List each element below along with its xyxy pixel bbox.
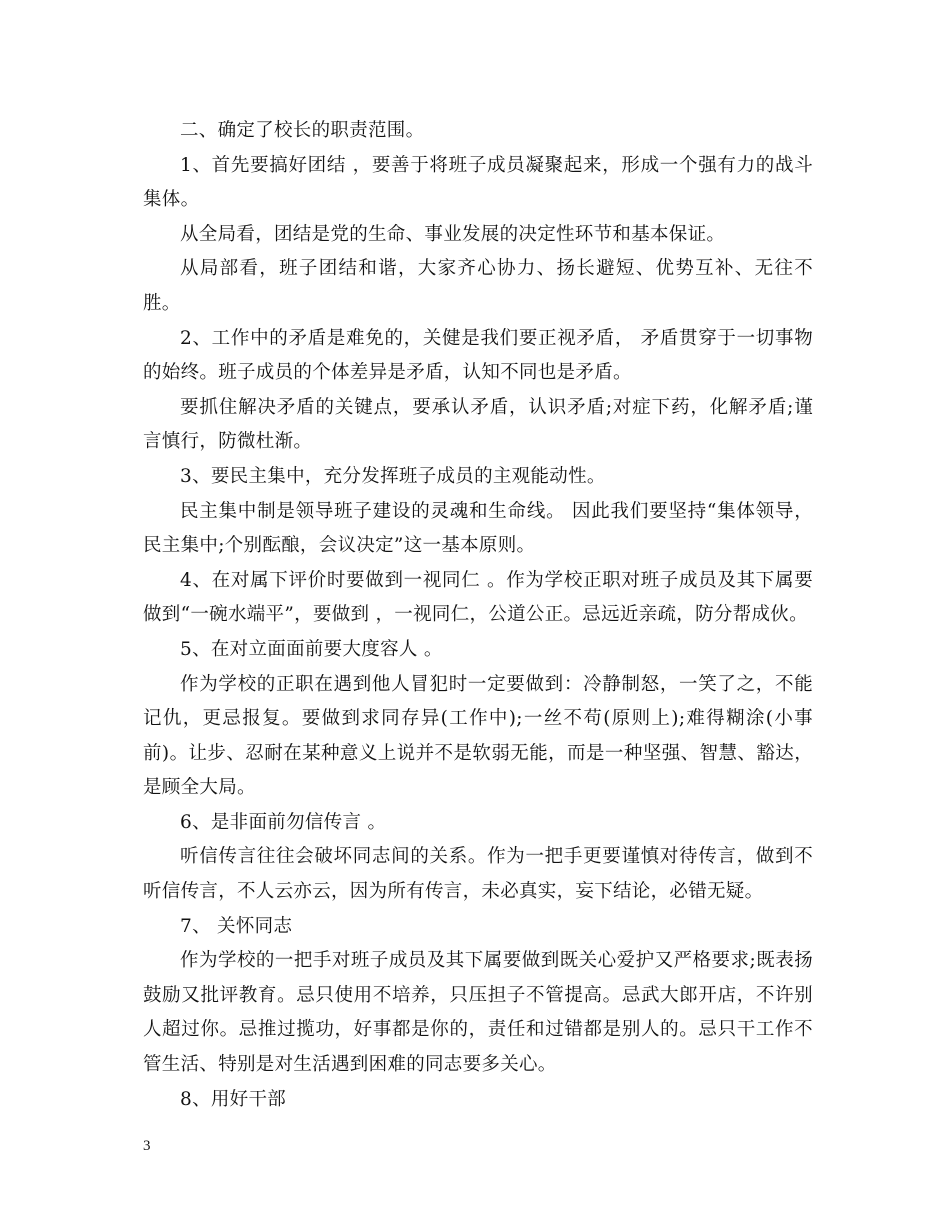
paragraph: 7、 关怀同志 — [180, 915, 293, 937]
page-number: 3 — [143, 1138, 151, 1154]
paragraph: 2、工作中的矛盾是难免的，关健是我们要正视矛盾， 矛盾贯穿于一切事物的始终。班子成员的个体差异是矛盾，认知不同也是矛盾。 — [143, 327, 813, 384]
paragraph: 从全局看，团结是党的生命、事业发展的决定性环节和基本保证。 — [180, 223, 726, 245]
paragraph: 民主集中制是领导班子建设的灵魂和生命线。 因此我们要坚持“集体领导，民主集中;个别酝酿，会议决定”这一基本原则。 — [143, 500, 813, 557]
paragraph: 3、要民主集中，充分发挥班子成员的主观能动性。 — [180, 465, 606, 487]
section-heading: 二、确定了校长的职责范围。 — [180, 120, 425, 141]
paragraph: 作为学校的一把手对班子成员及其下属要做到既关心爱护又严格要求;既表扬鼓励又批评教育。忌只使用不培养，只压担子不管提高。忌武大郎开店，不许别人超过你。忌推过揽功，好事都是你的，责任和过错都是别人的。忌只干工作不管生活、特别是对生活遇到困难的同志要多关心。 — [143, 950, 813, 1076]
paragraph: 1、首先要搞好团结 ，要善于将班子成员凝聚起来，形成一个强有力的战斗集体。 — [143, 154, 813, 211]
paragraph: 作为学校的正职在遇到他人冒犯时一定要做到：冷静制怒，一笑了之，不能记仇，更忌报复。要做到求同存异(工作中);一丝不苟(原则上);难得糊涂(小事前)。让步、忍耐在某种意义上说并不是软弱无能，而是一种坚强、智慧、豁达，是顾全大局。 — [143, 673, 813, 799]
paragraph: 8、用好干部 — [180, 1088, 287, 1110]
paragraph: 从局部看，班子团结和谐，大家齐心协力、扬长避短、优势互补、无往不胜。 — [143, 258, 813, 314]
paragraph: 6、是非面前勿信传言 。 — [180, 811, 387, 833]
paragraph: 听信传言往往会破坏同志间的关系。作为一把手更要谨慎对待传言，做到不听信传言，不人云亦云，因为所有传言，未必真实，妄下结论，必错无疑。 — [143, 846, 813, 903]
document-body — [143, 114, 813, 1117]
paragraph: 5、在对立面面前要大度容人 。 — [180, 638, 443, 660]
paragraph: 要抓住解决矛盾的关键点，要承认矛盾，认识矛盾;对症下药，化解矛盾;谨言慎行，防微杜渐。 — [143, 396, 813, 453]
paragraph: 4、在对属下评价时要做到一视同仁 。作为学校正职对班子成员及其下属要做到“一碗水端平”，要做到 ，一视同仁，公道公正。忌远近亲疏，防分帮成伙。 — [143, 569, 813, 626]
